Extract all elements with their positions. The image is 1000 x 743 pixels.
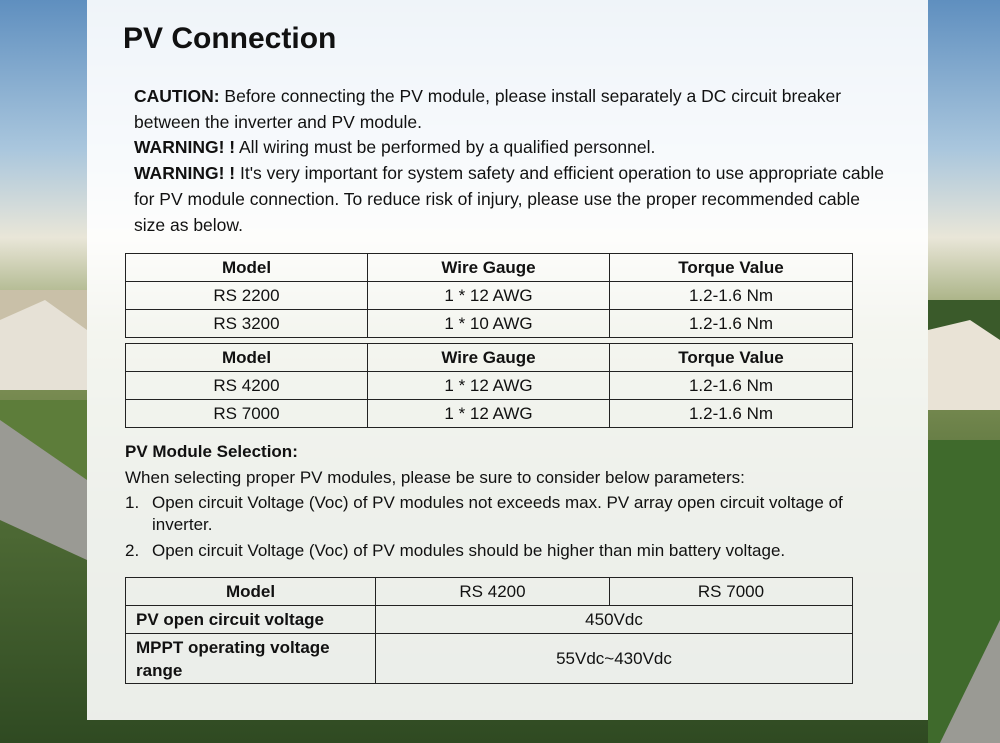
table-cell: 1.2-1.6 Nm bbox=[610, 310, 853, 338]
row-header: MPPT operating voltage range bbox=[126, 634, 376, 684]
table-header-row bbox=[126, 344, 853, 372]
warning-text: All wiring must be performed by a qualified personnel. bbox=[235, 137, 656, 158]
list-item bbox=[125, 540, 885, 562]
list-text: Open circuit Voltage (Voc) of PV modules not exceeds max. PV array open circuit voltage of inverter. bbox=[152, 493, 843, 534]
table-row bbox=[126, 606, 853, 634]
table-cell: RS 7000 bbox=[610, 578, 853, 606]
caution-text: Before connecting the PV module, please install separately a DC circuit breaker between the inverter and PV module. bbox=[134, 86, 842, 132]
caution-note bbox=[134, 84, 894, 135]
table-cell: 1.2-1.6 Nm bbox=[610, 400, 853, 428]
warning-label: WARNING! ! bbox=[134, 137, 236, 158]
table-row bbox=[126, 282, 853, 310]
table-cell: 1.2-1.6 Nm bbox=[610, 282, 853, 310]
selection-heading: PV Module Selection: bbox=[125, 442, 298, 461]
selection-intro: When selecting proper PV modules, please be sure to consider below parameters: bbox=[125, 468, 745, 487]
column-header: Torque Value bbox=[610, 344, 853, 372]
table-cell: 1 * 12 AWG bbox=[368, 282, 610, 310]
warning-note-1 bbox=[134, 135, 894, 161]
page-title: PV Connection bbox=[123, 22, 337, 55]
column-header: Model bbox=[126, 344, 368, 372]
table-cell: RS 2200 bbox=[126, 282, 368, 310]
table-cell: 55Vdc~430Vdc bbox=[376, 634, 853, 684]
list-text: Open circuit Voltage (Voc) of PV modules should be higher than min battery voltage. bbox=[152, 541, 786, 560]
row-header: PV open circuit voltage bbox=[126, 606, 376, 634]
table-header-row bbox=[126, 578, 853, 606]
warning-label: WARNING! ! bbox=[134, 163, 236, 184]
table-row bbox=[126, 310, 853, 338]
table-cell: RS 7000 bbox=[126, 400, 368, 428]
safety-notes bbox=[134, 84, 894, 238]
column-header: Model bbox=[126, 578, 376, 606]
table-cell: 1.2-1.6 Nm bbox=[610, 372, 853, 400]
caution-label: CAUTION: bbox=[134, 86, 220, 106]
cable-size-table-1 bbox=[125, 253, 853, 338]
table-cell: RS 4200 bbox=[126, 372, 368, 400]
selection-list bbox=[125, 492, 885, 566]
column-header: Torque Value bbox=[610, 254, 853, 282]
column-header: Wire Gauge bbox=[368, 254, 610, 282]
pv-parameter-table bbox=[125, 577, 853, 684]
warning-note-2 bbox=[134, 161, 894, 238]
content-panel bbox=[87, 0, 928, 720]
table-cell: 1 * 12 AWG bbox=[368, 372, 610, 400]
cable-size-table-2 bbox=[125, 343, 853, 428]
column-header: Wire Gauge bbox=[368, 344, 610, 372]
table-row bbox=[126, 634, 853, 684]
column-header: Model bbox=[126, 254, 368, 282]
table-row bbox=[126, 400, 853, 428]
list-number: 2. bbox=[125, 541, 140, 560]
table-header-row bbox=[126, 254, 853, 282]
list-item bbox=[125, 492, 885, 536]
table-cell: 450Vdc bbox=[376, 606, 853, 634]
table-cell: RS 3200 bbox=[126, 310, 368, 338]
table-cell: 1 * 12 AWG bbox=[368, 400, 610, 428]
table-row bbox=[126, 372, 853, 400]
table-cell: 1 * 10 AWG bbox=[368, 310, 610, 338]
list-number: 1. bbox=[125, 493, 140, 512]
warning-text: It's very important for system safety and efficient operation to use appropriate cable for PV module connection. To reduce risk of injury, please use the proper recommended cable size as below. bbox=[134, 163, 885, 235]
table-cell: RS 4200 bbox=[376, 578, 610, 606]
